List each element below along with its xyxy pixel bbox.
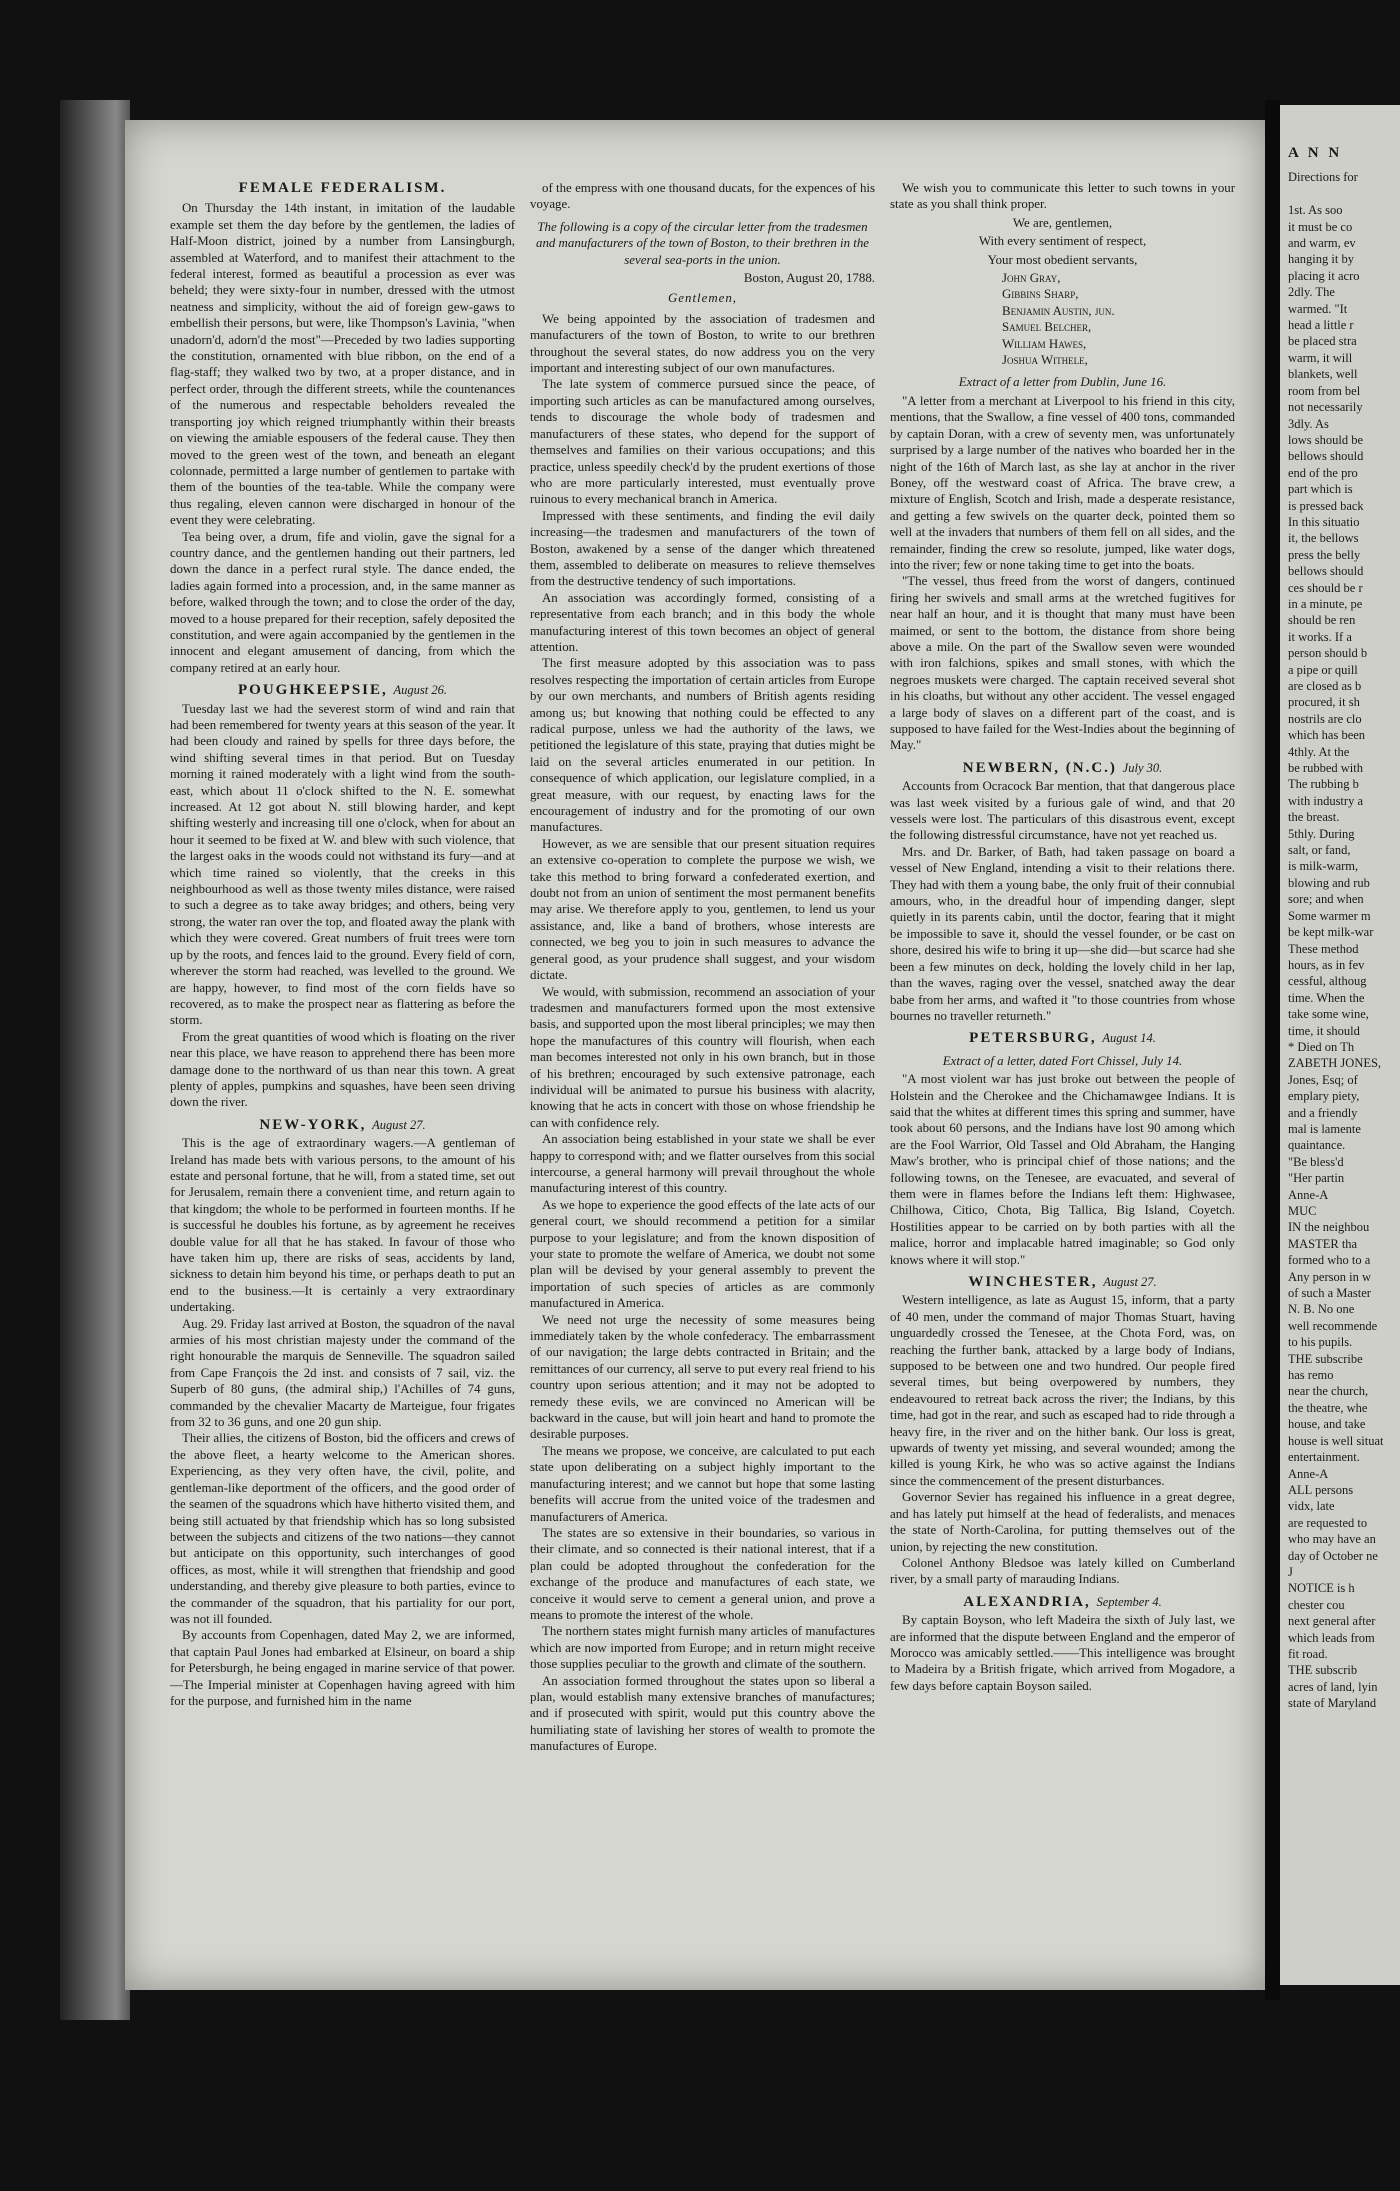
facing-page-line: The rubbing b bbox=[1288, 777, 1359, 792]
facing-page-line: emplary piety, bbox=[1288, 1089, 1360, 1104]
facing-page-line: "Her partin bbox=[1288, 1171, 1345, 1186]
facing-page-line: and warm, ev bbox=[1288, 236, 1356, 251]
article-paragraph: From the great quantities of wood which is floating on the river near this place, we have reason to apprehend there has been more damage done to the northward of us than near this town. A great plenty of apples, pumpkins and squashes, have been seen driving down the river. bbox=[170, 1029, 515, 1110]
article-paragraph: Mrs. and Dr. Barker, of Bath, had taken passage on board a vessel of New England, intending a visit to their relations there. They had with them a young babe, the only fruit of their connubial amours, who, in the dreadful hour of impending danger, slept quietly in its parents cabin, until the doctor, fearing that it might be impossible to save it, should the vessel founder, or be cast on shore, desired his wife to bring it up—she did—but scarce had she been a few minutes on deck, holding the lovely child in her lap, than the waves, raging over the vessel, snatched away the dear babe from her arms, and wafted it "to those countries from whose bournes no traveller returneth." bbox=[890, 844, 1235, 1023]
dateline-place: ALEXANDRIA, bbox=[963, 1593, 1091, 1610]
facing-page-line: has remo bbox=[1288, 1368, 1334, 1383]
facing-page-line: person should b bbox=[1288, 646, 1368, 661]
article-paragraph: "The vessel, thus freed from the worst of dangers, continued firing her swivels and small arms at the wretched fugitives for near half an hour, and it is thought that many must have been maimed, or sent to the bottom, the distance from shore being above a mile. On the part of the Swallow seven were wounded with iron falchions, spikes and small stones, with which the negroes muskets were charged. The captain received several shot in his cloaths, but without any other accident. The vessel engaged a large body of slaves on a different part of the coast, and is supposed to have failed for the West-Indies about the beginning of May." bbox=[890, 574, 1235, 753]
facing-page-line: sore; and when bbox=[1288, 892, 1364, 907]
facing-page-line: near the church, bbox=[1288, 1384, 1369, 1399]
article-paragraph: Accounts from Ocracock Bar mention, that that dangerous place was last week visited by a furious gale of wind, and that 20 vessels were lost. The particulars of this disastrous event, except the following distressful circumstance, have not yet reached us. bbox=[890, 779, 1235, 843]
article-paragraph: We would, with submission, recommend an association of your tradesmen and manufacturers formed upon the most extensive basis, and supported upon the most liberal principles; we may then hope the manufactures of this country will flourish, when each man becomes interested not only in his own branch, but in those of his brethren; encouraged by such extensive patronage, each individual will be animated to pursue his business with alacrity, knowing that he acts in concert with those on whose friendship he can with confidence rely. bbox=[530, 984, 875, 1130]
letter-closing: We are, gentlemen, bbox=[1012, 215, 1113, 230]
facing-page-line: blankets, well bbox=[1288, 367, 1358, 382]
dateline-alexandria bbox=[890, 1594, 1235, 1610]
facing-page-fragment bbox=[1280, 105, 1400, 1985]
facing-page-line: chester cou bbox=[1288, 1597, 1345, 1612]
facing-page-line: THE subscrib bbox=[1288, 1663, 1358, 1678]
facing-page-line: it works. If a bbox=[1288, 629, 1352, 644]
dateline-date: September 4. bbox=[1096, 1594, 1162, 1609]
article-paragraph: "A most violent war has just broke out between the people of Holstein and the Cherokee and the Chichamawgee Indians. It is said that the whites at different times this spring and summer, have took about 60 persons, and the Indians have lost 90 among which are the Fool Warrior, Old Tassel and Old Abraham, the Hanging Maw's brother, who is principal chief of those nations; and the following towns, on the Tenesee, are evacuated, and several of them were in flames before the Indians left them: Highwasee, Chilhowa, Citico, Chota, Big Tallica, Big Island, Coyetch. Hostilities appear to be carried on by both parties with all the malice, horror and implacable hatred imaginable; so God only knows where it will stop." bbox=[890, 1072, 1235, 1267]
circular-letter-intro: The following is a copy of the circular letter from the tradesmen and manufacturers of the town of Boston, to their brethren in the several sea-ports in the union. bbox=[536, 219, 869, 267]
facing-page-line: Anne-A bbox=[1288, 1187, 1329, 1202]
facing-page-line: ZABETH JONES, bbox=[1288, 1056, 1382, 1071]
facing-page-line: it, the bellows bbox=[1288, 531, 1359, 546]
facing-page-line: head a little r bbox=[1288, 318, 1354, 333]
column-2 bbox=[530, 180, 875, 1970]
facing-page-line: is pressed back bbox=[1288, 498, 1364, 513]
facing-page-line: press the belly bbox=[1288, 547, 1361, 562]
facing-page-line: warm, it will bbox=[1288, 350, 1353, 365]
facing-page-line: be placed stra bbox=[1288, 334, 1357, 349]
dateline-date: August 27. bbox=[1103, 1275, 1157, 1289]
facing-page-line: room from bel bbox=[1288, 383, 1361, 398]
article-paragraph: On Thursday the 14th instant, in imitation of the laudable example set them the day before by the gentlemen, the ladies of Half-Moon district, joined by a number from Lansingburgh, assembled at Waterford, and to manifest their attachment to the federal interest, formed as beautiful a procession as ever was beheld; they were sixty-four in number, dressed with the utmost neatness and simplicity, without the aid of foreign gew-gaws to embellish their persons, but were, like Thompson's Lavinia, "when unadorn'd, adorn'd the most"—Preceded by two ladies supporting the constitution, ornamented with blue ribbon, on the end of a flag-staff; they walked two by two, at a proper distance, and in perfect order, through the different streets, while the countenances of the numerous and respectable beholders revealed the transporting joy which reigned triumphantly within their breasts on viewing the amiable espousers of the federal cause. They then moved to the green west of the town, and beneath an elegant colonnade, permitted a large number of gentlemen to partake with them of the bounties of the tea-table. While the company were thus regaling, eleven cannon were discharged in honour of the event they were celebrating. bbox=[170, 201, 515, 528]
dateline-place: NEW-YORK, bbox=[259, 1116, 367, 1133]
facing-page-line: In this situatio bbox=[1288, 514, 1360, 529]
facing-page-line: procured, it sh bbox=[1288, 695, 1360, 710]
facing-page-line: is milk-warm, bbox=[1288, 859, 1359, 874]
facing-page-text bbox=[1288, 145, 1400, 1712]
facing-page-line: 1st. As soo bbox=[1288, 203, 1343, 218]
facing-page-line: THE subscribe bbox=[1288, 1351, 1363, 1366]
article-paragraph: We wish you to communicate this letter to such towns in your state as you shall think proper. bbox=[890, 181, 1235, 212]
facing-page-line: end of the pro bbox=[1288, 465, 1358, 480]
facing-page-line: salt, or fand, bbox=[1288, 843, 1351, 858]
dateline-petersburg bbox=[890, 1030, 1235, 1046]
article-paragraph: The states are so extensive in their boundaries, so various in their climate, and so connected is their national interest, that if a plan could be adopted throughout the confederation for the exchange of the produce and manufactures of each state, we conceive it would serve to cement a general union, and prove a means to promote the interest of the whole. bbox=[530, 1525, 875, 1622]
dateline-place: PETERSBURG, bbox=[969, 1030, 1097, 1047]
facing-page-line: mal is lamente bbox=[1288, 1121, 1361, 1136]
article-paragraph: Their allies, the citizens of Boston, bid the officers and crews of the above fleet, a hearty welcome to the American shores. Experiencing, as they very often have, the civil, polite, and gentleman-like deportment of the officers, and the good order of the seamen of the squadrons which have hitherto visited them, and being still actuated by that friendship which has so long subsisted between the subjects and citizens of the two nations—they cannot but anticipate on this opportunity, such interchanges of good offices, as most, while it will strengthen that friendship and good understanding, and thereby give pleasure to both parties, evince to the commander of the squadron, that his partiality for our port, was not ill founded. bbox=[170, 1431, 515, 1626]
facing-page-line: time. When the bbox=[1288, 990, 1365, 1005]
facing-page-line: Jones, Esq; of bbox=[1288, 1072, 1358, 1087]
article-paragraph: Colonel Anthony Bledsoe was lately killed on Cumberland river, by a small party of marauding Indians. bbox=[890, 1555, 1235, 1587]
facing-page-line: 3dly. As bbox=[1288, 416, 1329, 431]
dateline-date: August 14. bbox=[1102, 1031, 1156, 1046]
article-paragraph: An association formed throughout the states upon so liberal a plan, would establish many extensive branches of manufactures; and if prosecuted with spirit, would put this country above the humiliating state of lavishing her stores of wealth to promote the manufactures of Europe. bbox=[530, 1673, 875, 1754]
dateline-place: WINCHESTER, bbox=[968, 1274, 1098, 1290]
article-paragraph: We being appointed by the association of tradesmen and manufacturers of the town of Boston, to write to our brethren throughout the several states, do now address you on the very important and interesting subject of our own manufactures. bbox=[530, 311, 875, 376]
dateline-date: July 30. bbox=[1122, 760, 1163, 775]
facing-page-line: acres of land, lyin bbox=[1288, 1679, 1378, 1694]
newspaper-page bbox=[125, 120, 1265, 1990]
article-paragraph: The first measure adopted by this association was to pass resolves respecting the importation of certain articles from Europe by our own merchants, and numbers of British agents residing among us; but knowing that nothing could be effected to any radical purpose, unless we had the authority of the laws, we petitioned the legislature of this state, praying that duties might be laid on the several articles enumerated in our petition. In consequence of which application, our legislature complied, in a great measure, with our request, by enacting laws for the encouragement of industry and for the promoting of our own manufactures. bbox=[530, 656, 875, 835]
letter-salutation: Gentlemen, bbox=[667, 291, 738, 306]
facing-page-line: * Died on Th bbox=[1288, 1039, 1355, 1054]
dateline-date: August 26. bbox=[393, 683, 447, 698]
facing-page-line: hanging it by bbox=[1288, 252, 1354, 267]
letter-closing: With every sentiment of respect, bbox=[978, 234, 1147, 249]
facing-page-line: entertainment. bbox=[1288, 1450, 1360, 1465]
facing-page-line: take some wine, bbox=[1288, 1007, 1369, 1022]
column-1 bbox=[170, 180, 515, 1970]
facing-page-line: warmed. "It bbox=[1288, 301, 1348, 316]
facing-page-line: in a minute, pe bbox=[1288, 596, 1363, 611]
facing-page-line: not necessarily bbox=[1288, 400, 1363, 415]
facing-page-line: ALL persons bbox=[1288, 1482, 1354, 1497]
facing-page-line: fit road. bbox=[1288, 1646, 1328, 1661]
signatory: William Hawes, bbox=[1002, 336, 1087, 351]
signatory: Samuel Belcher, bbox=[1002, 320, 1092, 335]
facing-page-line: blowing and rub bbox=[1288, 875, 1370, 890]
page-gutter bbox=[1265, 100, 1280, 2000]
facing-page-line bbox=[1288, 186, 1400, 202]
dateline-new-york bbox=[170, 1117, 515, 1133]
dateline-date: August 27. bbox=[372, 1117, 426, 1132]
dateline-winchester bbox=[890, 1274, 1235, 1290]
facing-page-line: with industry a bbox=[1288, 793, 1363, 808]
letter-closing: Your most obedient servants, bbox=[987, 252, 1138, 267]
extract-heading: Extract of a letter, dated Fort Chissel, July 14. bbox=[942, 1053, 1183, 1068]
facing-page-line: time, it should bbox=[1288, 1023, 1360, 1038]
facing-page-line: of such a Master bbox=[1288, 1286, 1371, 1301]
facing-page-line: cessful, althoug bbox=[1288, 974, 1367, 989]
facing-page-line: house is well situat bbox=[1288, 1433, 1384, 1448]
facing-page-line: vidx, late bbox=[1288, 1499, 1335, 1514]
facing-page-line: part which is bbox=[1288, 482, 1353, 497]
facing-page-line: day of October ne bbox=[1288, 1548, 1378, 1563]
extract-heading: Extract of a letter from Dublin, June 16. bbox=[958, 375, 1167, 390]
facing-page-line: it must be co bbox=[1288, 219, 1353, 234]
article-paragraph: The northern states might furnish many articles of manufactures which are now imported from Europe; and in return might receive those supplies peculiar to the growth and climate of the southern. bbox=[530, 1624, 875, 1672]
signatory: Gibbins Sharp, bbox=[1002, 287, 1079, 302]
facing-page-line: and a friendly bbox=[1288, 1105, 1358, 1120]
article-paragraph: We need not urge the necessity of some measures being immediately taken by the whole confederacy. The embarrassment of our navigation; the large debts contracted in Britain; and the remittances of our currency, all serve to put every real friend to his country upon serious attention; and it may not be adopted to remedy these evils, we are convinced no American will be backward in the cause, but will join heart and hand to promote the desirable purposes. bbox=[530, 1312, 875, 1442]
facing-page-line: well recommende bbox=[1288, 1318, 1378, 1333]
article-paragraph: However, as we are sensible that our present situation requires an extensive co-operation to complete the purpose we wish, we take this method to bring forward a confederated exertion, and doubt not from an union of sentiment the most permanent benefits may arise. We therefore apply to you, gentlemen, to lend us your assistance, and, like a band of brothers, whose interests are connected, we beg you to join in such measures to advance the general good, as your prudence shall suggest, and your wisdom dictate. bbox=[530, 836, 875, 983]
facing-page-line: "Be bless'd bbox=[1288, 1154, 1344, 1169]
facing-page-line: which has been bbox=[1288, 728, 1366, 743]
column-3 bbox=[890, 180, 1235, 1970]
signatory: Benjamin Austin, jun. bbox=[1002, 303, 1115, 318]
article-paragraph: Governor Sevier has regained his influence in a great degree, and has lately put himself at the head of federalists, and menaces the state of North-Carolina, for putting themselves out of the union, by rejecting the new constitution. bbox=[890, 1490, 1235, 1554]
article-paragraph: An association being established in your state we shall be ever happy to correspond with; and we flatter ourselves from this social intercourse, a general harmony will prevail throughout the whole manufacturing interest of this country. bbox=[530, 1132, 875, 1196]
article-paragraph: By accounts from Copenhagen, dated May 2, we are informed, that captain Paul Jones had embarked at Elsineur, on board a ship for Petersburgh, he being engaged in marine service of that power.—The Imperial minister at Copenhagen having agreed with him for the purpose, and furnished him in the name bbox=[170, 1628, 515, 1708]
facing-page-line: MUC bbox=[1288, 1204, 1317, 1218]
facing-page-line: state of Maryland bbox=[1288, 1696, 1377, 1711]
facing-page-line: Anne-A bbox=[1288, 1466, 1329, 1481]
dateline-newbern bbox=[890, 760, 1235, 776]
facing-page-line: are requested to bbox=[1288, 1515, 1368, 1530]
facing-page-line: 5thly. During bbox=[1288, 826, 1355, 841]
facing-page-line: hours, as in fev bbox=[1288, 957, 1365, 972]
facing-page-line: lows should be bbox=[1288, 432, 1363, 447]
dateline-place: NEWBERN, (N.C.) bbox=[962, 759, 1117, 776]
article-paragraph: Tea being over, a drum, fife and violin, gave the signal for a country dance, and the gentlemen handing out their partners, led down the dance in a perfect rural style. The dance ended, the ladies again formed into a procession, and, in the same manner as before, walked through the town; and to close the order of the day, moved to a house prepared for their reception, safely deposited the constitution, and were again accompanied by the gentlemen in the innocent and elegant amusement of dancing, from which the company retired at an early hour. bbox=[170, 529, 515, 675]
facing-page-line: Any person in w bbox=[1288, 1269, 1371, 1284]
facing-page-line: MASTER tha bbox=[1288, 1236, 1358, 1251]
facing-page-line: bellows should bbox=[1288, 564, 1364, 579]
heading-female-federalism: FEMALE FEDERALISM. bbox=[238, 180, 447, 196]
facing-page-line: bellows should bbox=[1288, 449, 1364, 464]
facing-page-line: house, and take bbox=[1288, 1417, 1366, 1432]
dateline-place: POUGHKEEPSIE, bbox=[237, 682, 388, 699]
facing-page-line: be rubbed with bbox=[1288, 761, 1363, 776]
article-paragraph: Tuesday last we had the severest storm of wind and rain that had been remembered for twenty years at this season of the year. It had been cloudy and rained by spells for three days before, the wind shifting several times in that period. But on Tuesday morning it rained moderately with a light wind from the south-east, which about 11 o'clock shifted to the N. E. somewhat increased. At 12 got about N. still blowing harder, and kept shifting westerly and increasing till one o'clock, when for about an hour it seemed to be fixed at W. and blew with such violence, that the largest oaks in the woods could not withstand its fury—and at which time rained so violently, that the creeks in this neighbourhood as well as those twenty miles distance, were raised to such a degree as to take away bridges; and others, being very strong, the water ran over the top, and floated away the plank with which they were covered. Great numbers of fruit trees were torn up by the roots, and fences laid to the ground. Every field of corn, wherever the storm had reached, was levelled to the ground. We are happy, however, to find most of the corn fields have so recovered, as to make the prospect near as flattering as before the storm. bbox=[170, 701, 515, 1028]
article-paragraph: "A letter from a merchant at Liverpool to his friend in this city, mentions, that the Swallow, a fine vessel of 400 tons, commanded by captain Doran, with a crew of seventy men, was unfortunately surprised by a large number of the natives who boarded her in the night of the 16th of March last, as she lay at anchor in the river Boney, off the westward coast of Africa. The brave crew, a mixture of English, Scotch and Irish, made a desperate resistance, and getting a few swivels on the quarter deck, pointed them so well at the invaders that numbers of them fell on all sides, and the remainder, finding the crew so resolute, jumped, like water dogs, into the river; few or none taking time to get into the boats. bbox=[890, 393, 1235, 572]
article-paragraph: Aug. 29. Friday last arrived at Boston, the squadron of the naval armies of his most christian majesty under the command of the right honourable the marquis de Senneville. The squadron sailed from Cape François the 2d inst. and consists of 7 sail, viz. the Superb of 80 guns, (the admiral ship,) l'Achilles of 74 guns, commanded by the chevalier Macarty de Marteigue, four frigates from 32 to 36 guns, and one 20 gun ship. bbox=[170, 1316, 515, 1430]
facing-page-line: quaintance. bbox=[1288, 1138, 1346, 1153]
dateline-poughkeepsie bbox=[170, 682, 515, 698]
article-paragraph: An association was accordingly formed, consisting of a representative from each branch; and in this body the whole manufacturing interest of this town becomes an object of general attention. bbox=[530, 590, 875, 654]
facing-page-line: the theatre, whe bbox=[1288, 1400, 1368, 1415]
facing-page-line: who may have an bbox=[1288, 1532, 1376, 1547]
article-paragraph: This is the age of extraordinary wagers.—A gentleman of Ireland has made bets with various persons, to the amount of his estate and personal fortune, that he will, from a stated time, set out for Jerusalem, remain there a convenient time, and return again to that kingdom; the whole to be performed in fourteen months. If he is successful he doubles his fortune, as by agreement he receives double value for all that he has staked. In favour of those who have taken him up, there are risks of seas, accidents by land, sickness to detain him beyond his time, or perhaps death to put an end to the business.—It is certainly a very extraordinary undertaking. bbox=[170, 1136, 515, 1315]
facing-page-line: Some warmer m bbox=[1288, 908, 1371, 923]
facing-page-lines bbox=[1288, 169, 1400, 1711]
signatory: John Gray, bbox=[1002, 271, 1061, 286]
article-paragraph: By captain Boyson, who left Madeira the sixth of July last, we are informed that the dispute between England and the emperor of Morocco was amicably settled.——This intelligence was brought to Madeira by a British frigate, which arrived from Mogadore, a few days before captain Boyson sailed. bbox=[890, 1613, 1235, 1693]
facing-page-line: next general after bbox=[1288, 1614, 1376, 1629]
facing-page-line: should be ren bbox=[1288, 613, 1356, 628]
facing-page-line: IN the neighbou bbox=[1288, 1220, 1370, 1235]
facing-page-line: NOTICE is h bbox=[1288, 1581, 1355, 1596]
article-paragraph: Western intelligence, as late as August 15, inform, that a party of 40 men, under the command of major Thomas Stuart, having unguardedly crossed the Tenesee, at the Chota Ford, was, on reaching the further bank, attacked by a large body of Indians, supposed to be between one and two hundred. Our people fired several times, but being overpowered by numbers, they endeavoured to retreat back across the river; the Indians, by this time, had got in the rear, and such as escaped had to ride through a heavy fire, in the river and on the hither bank. Our loss is great, upwards of twenty yet missing, and several wounded; among the killed is young Kirk, he who was so active against the Indians since the commencement of the present disturbances. bbox=[890, 1293, 1235, 1488]
article-paragraph: The late system of commerce pursued since the peace, of importing such articles as can be manufactured among ourselves, tends to discourage the whole body of tradesmen and manufacturers of these states, who depend for the support of themselves and families on their various occupations; and this practice, unless speedily check'd by the prudent exertions of those who are more particularly interested, must eventually prove ruinous to every mechanical branch in America. bbox=[530, 377, 875, 507]
facing-page-line: 4thly. At the bbox=[1288, 744, 1350, 759]
facing-page-title: A N N bbox=[1288, 145, 1343, 161]
facing-page-line: These method bbox=[1288, 941, 1359, 956]
facing-page-line: nostrils are clo bbox=[1288, 711, 1362, 726]
book-spine bbox=[60, 100, 130, 2020]
facing-page-line: Directions for bbox=[1288, 170, 1358, 185]
facing-page-line: formed who to a bbox=[1288, 1253, 1371, 1268]
article-paragraph: The means we propose, we conceive, are calculated to put each state upon deliberating on a subject highly important to the manufacturing interest; and we cannot but hope that some lasting benefits will accrue from the united voice of the tradesmen and manufacturers of America. bbox=[530, 1443, 875, 1524]
facing-page-line: placing it acro bbox=[1288, 268, 1360, 283]
article-paragraph: of the empress with one thousand ducats, for the expences of his voyage. bbox=[530, 181, 875, 212]
facing-page-line: which leads from bbox=[1288, 1630, 1375, 1645]
facing-page-line: the breast. bbox=[1288, 810, 1340, 825]
article-paragraph: Impressed with these sentiments, and finding the evil daily increasing—the tradesmen and manufacturers of the town of Boston, awakened by a sense of the danger which threatened them, assembled to deliberate on measures to relieve themselves from the destructive tendency of such importations. bbox=[530, 508, 875, 589]
letter-place-date: Boston, August 20, 1788. bbox=[743, 271, 875, 286]
facing-page-line: a pipe or quill bbox=[1288, 662, 1358, 677]
signatory: Joshua Withele, bbox=[1002, 353, 1088, 368]
facing-page-line: be kept milk-war bbox=[1288, 925, 1374, 940]
facing-page-line: 2dly. The bbox=[1288, 285, 1335, 300]
facing-page-line: are closed as b bbox=[1288, 679, 1362, 693]
facing-page-line: ces should be r bbox=[1288, 580, 1363, 595]
article-paragraph: As we hope to experience the good effects of the late acts of our general court, we should recommend a petition for a similar purpose to your legislature; and from the known disposition of your state to promote the welfare of America, we doubt not some plan will be devised by your general assembly to prevent the importation of such species of articles as are commonly manufactured in America. bbox=[530, 1197, 875, 1311]
facing-page-line: to his pupils. bbox=[1288, 1335, 1353, 1350]
facing-page-line: J bbox=[1288, 1564, 1293, 1579]
facing-page-line: N. B. No one bbox=[1288, 1302, 1355, 1317]
